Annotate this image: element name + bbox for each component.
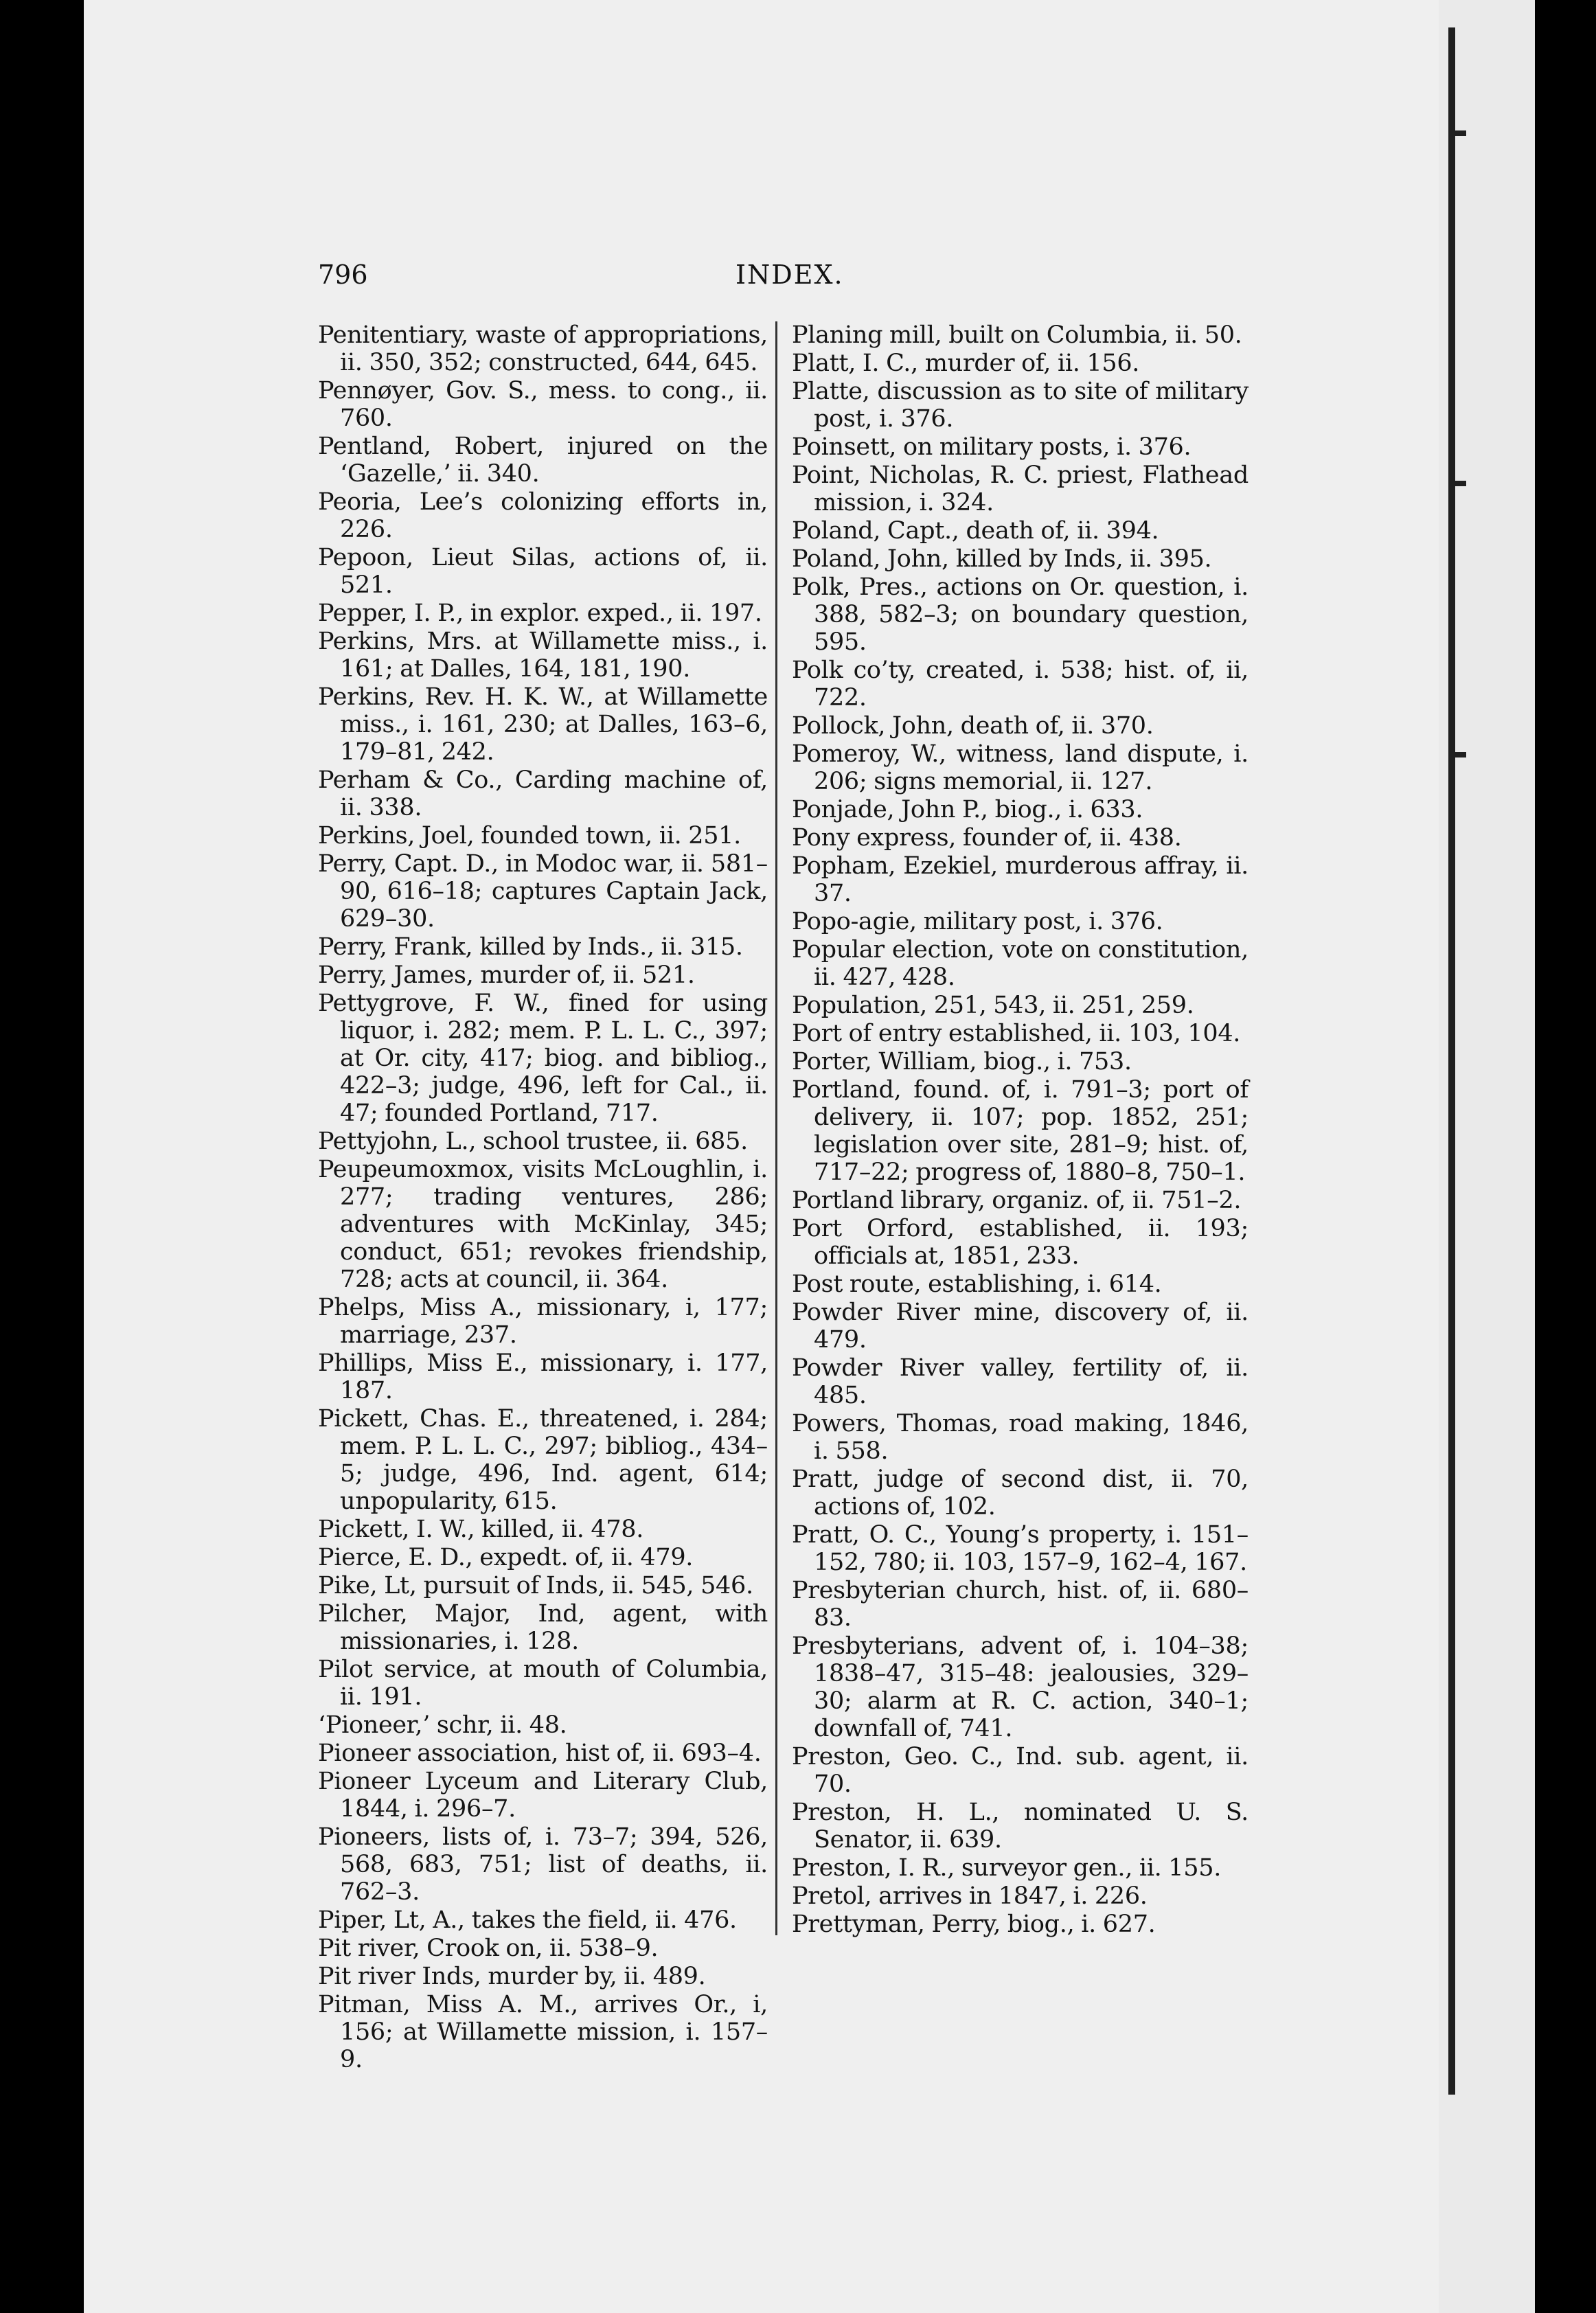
index-entry: Poinsett, on military posts, i. 376. [792, 433, 1192, 461]
index-entry: Pitman, Miss A. M., arrives Or., i, 156; at Willamette mission, i. 157–9. [318, 1991, 768, 2073]
page-binding-edge [1448, 27, 1455, 2095]
index-entry: Pratt, O. C., Young’s property, i. 151–152, 780; ii. 103, 157–9, 162–4, 167. [792, 1521, 1249, 1576]
index-entry: Pierce, E. D., expedt. of, ii. 479. [318, 1544, 694, 1571]
index-entry: Post route, establishing, i. 614. [792, 1271, 1162, 1298]
index-entry: Preston, H. L., nominated U. S. Senator, ii. 639. [792, 1799, 1249, 1854]
page-header [318, 260, 1273, 301]
index-entry: Pit river, Crook on, ii. 538–9. [318, 1935, 659, 1962]
index-entry: Pioneers, lists of, i. 73–7; 394, 526, 568, 683, 751; list of deaths, ii. 762–3. [318, 1823, 768, 1906]
index-entry: Popo-agie, military post, i. 376. [792, 908, 1163, 935]
index-entry: Piper, Lt, A., takes the field, ii. 476. [318, 1906, 737, 1934]
index-entry: Prettyman, Perry, biog., i. 627. [792, 1911, 1156, 1938]
index-entry: Pike, Lt, pursuit of Inds, ii. 545, 546. [318, 1572, 753, 1599]
index-entry: Pennøyer, Gov. S., mess. to cong., ii. 760. [318, 377, 768, 432]
header-title: INDEX. [736, 260, 844, 290]
edge-mark [1448, 130, 1466, 136]
index-entry: Portland, found. of, i. 791–3; port of delivery, ii. 107; pop. 1852, 251; legislation over site, 281–9; hist. of, 717–22; progress of, 1880–8, 750–1. [792, 1076, 1249, 1186]
index-entry: Popham, Ezekiel, murderous affray, ii. 37. [792, 852, 1249, 907]
index-entry: Point, Nicholas, R. C. priest, Flathead mission, i. 324. [792, 462, 1249, 516]
index-entry: Pepper, I. P., in explor. exped., ii. 197. [318, 600, 762, 627]
index-entry: Pettyjohn, L., school trustee, ii. 685. [318, 1128, 748, 1155]
index-column-left [318, 321, 768, 2074]
index-entry: Phillips, Miss E., missionary, i. 177, 187. [318, 1349, 768, 1404]
index-entry: Preston, I. R., surveyor gen., ii. 155. [792, 1854, 1222, 1882]
index-entry: Penitentiary, waste of appropriations, ii. 350, 352; constructed, 644, 645. [318, 321, 768, 376]
index-entry: Pilot service, at mouth of Columbia, ii. 191. [318, 1656, 768, 1711]
index-entry: Pettygrove, F. W., fined for using liquor, i. 282; mem. P. L. L. C., 397; at Or. city, 417; biog. and bibliog., 422–3; judge, 496, left for Cal., ii. 47; founded Portland, 717. [318, 990, 768, 1127]
index-entry: Polk co’ty, created, i. 538; hist. of, ii, 722. [792, 657, 1249, 711]
index-entry: Pratt, judge of second dist, ii. 70, actions of, 102. [792, 1466, 1249, 1520]
index-entry: Pony express, founder of, ii. 438. [792, 824, 1182, 852]
index-entry: ‘Pioneer,’ schr, ii. 48. [318, 1711, 567, 1739]
index-entry: Perkins, Joel, founded town, ii. 251. [318, 822, 741, 850]
page-number: 796 [318, 260, 368, 290]
index-entry: Pioneer Lyceum and Literary Club, 1844, i. 296–7. [318, 1768, 768, 1823]
index-entry: Population, 251, 543, ii. 251, 259. [792, 992, 1194, 1019]
index-entry: Phelps, Miss A., missionary, i, 177; marriage, 237. [318, 1294, 768, 1349]
index-entry: Pomeroy, W., witness, land dispute, i. 206; signs memorial, ii. 127. [792, 740, 1249, 795]
index-entry: Platte, discussion as to site of military post, i. 376. [792, 378, 1249, 433]
index-column-right [792, 321, 1249, 1939]
index-entry: Pickett, I. W., killed, ii. 478. [318, 1516, 644, 1543]
index-entry: Peupeumoxmox, visits McLoughlin, i. 277; trading ventures, 286; adventures with McKinlay, 345; conduct, 651; revokes friendship, 728; acts at council, ii. 364. [318, 1156, 768, 1293]
index-entry: Pentland, Robert, injured on the ‘Gazelle,’ ii. 340. [318, 433, 768, 488]
edge-mark [1448, 481, 1466, 486]
index-entry: Ponjade, John P., biog., i. 633. [792, 796, 1143, 823]
index-entry: Perkins, Rev. H. K. W., at Willamette miss., i. 161, 230; at Dalles, 163–6, 179–81, 242. [318, 683, 768, 766]
index-entry: Pollock, John, death of, ii. 370. [792, 712, 1154, 740]
edge-mark [1448, 752, 1466, 757]
index-entry: Planing mill, built on Columbia, ii. 50. [792, 321, 1242, 349]
index-entry: Powers, Thomas, road making, 1846, i. 558. [792, 1410, 1249, 1465]
index-entry: Pioneer association, hist of, ii. 693–4. [318, 1740, 762, 1767]
index-entry: Poland, Capt., death of, ii. 394. [792, 517, 1159, 545]
index-entry: Poland, John, killed by Inds, ii. 395. [792, 545, 1212, 573]
index-entry: Popular election, vote on constitution, ii. 427, 428. [792, 936, 1249, 991]
index-entry: Port Orford, established, ii. 193; officials at, 1851, 233. [792, 1215, 1249, 1270]
index-entry: Portland library, organiz. of, ii. 751–2. [792, 1187, 1242, 1214]
index-entry: Pretol, arrives in 1847, i. 226. [792, 1882, 1148, 1910]
index-entry: Port of entry established, ii. 103, 104. [792, 1020, 1241, 1047]
index-entry: Pit river Inds, murder by, ii. 489. [318, 1963, 706, 1990]
index-entry: Pepoon, Lieut Silas, actions of, ii. 521. [318, 544, 768, 599]
index-entry: Perry, James, murder of, ii. 521. [318, 961, 695, 989]
index-entry: Polk, Pres., actions on Or. question, i. 388, 582–3; on boundary question, 595. [792, 573, 1249, 656]
index-entry: Presbyterian church, hist. of, ii. 680–83. [792, 1577, 1249, 1632]
index-entry: Presbyterians, advent of, i. 104–38; 1838–47, 315–48: jealousies, 329–30; alarm at R. C. action, 340–1; downfall of, 741. [792, 1632, 1249, 1742]
index-entry: Porter, William, biog., i. 753. [792, 1048, 1132, 1075]
index-entry: Powder River mine, discovery of, ii. 479. [792, 1299, 1249, 1354]
index-entry: Perry, Frank, killed by Inds., ii. 315. [318, 933, 743, 961]
index-entry: Perham & Co., Carding machine of, ii. 338. [318, 766, 768, 821]
index-entry: Powder River valley, fertility of, ii. 485. [792, 1354, 1249, 1409]
index-entry: Pilcher, Major, Ind, agent, with missionaries, i. 128. [318, 1600, 768, 1655]
index-entry: Peoria, Lee’s colonizing efforts in, 226. [318, 488, 768, 543]
index-entry: Perry, Capt. D., in Modoc war, ii. 581–90, 616–18; captures Captain Jack, 629–30. [318, 850, 768, 933]
index-entry: Platt, I. C., murder of, ii. 156. [792, 350, 1140, 377]
index-entry: Perkins, Mrs. at Willamette miss., i. 161; at Dalles, 164, 181, 190. [318, 628, 768, 683]
column-divider [775, 321, 777, 1935]
index-entry: Pickett, Chas. E., threatened, i. 284; mem. P. L. L. C., 297; bibliog., 434–5; judge, 496, Ind. agent, 614; unpopularity, 615. [318, 1405, 768, 1515]
adjacent-page-edge [1439, 0, 1535, 2313]
index-entry: Preston, Geo. C., Ind. sub. agent, ii. 70. [792, 1743, 1249, 1798]
